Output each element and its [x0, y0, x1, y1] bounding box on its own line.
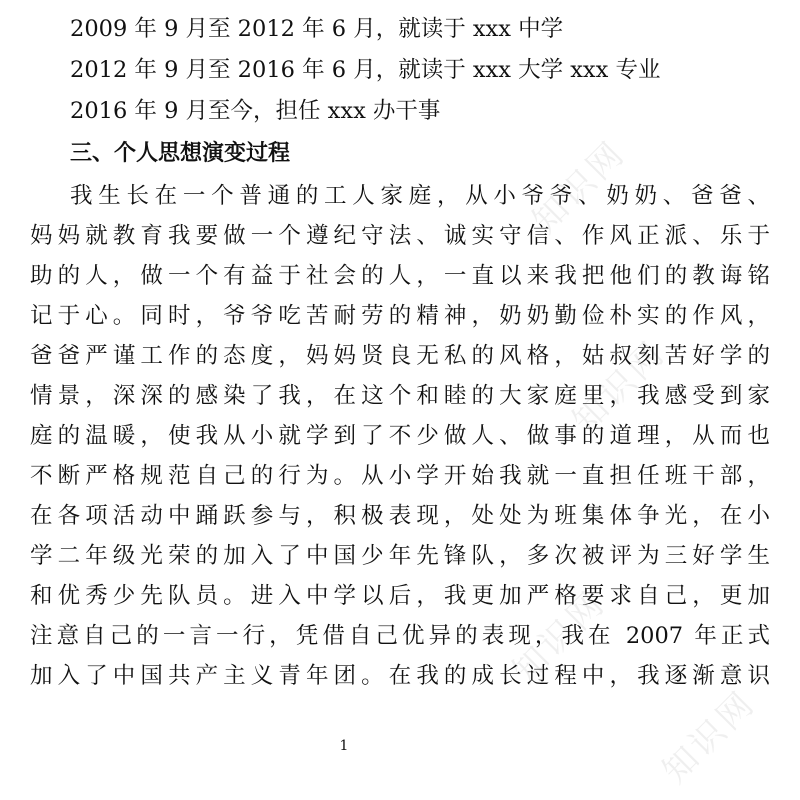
paragraph-line: 助的人，做一个有益于社会的人，一直以来我把他们的教诲铭	[30, 263, 770, 289]
paragraph-line: 我生长在一个普通的工人家庭，从小爷爷、奶奶、爸爸、	[70, 183, 770, 209]
watermark: 知识网	[655, 682, 764, 792]
watermark: 知识网	[505, 582, 614, 692]
paragraph-line: 情景，深深的感染了我，在这个和睦的大家庭里，我感受到家	[30, 383, 770, 409]
paragraph-line: 注意自己的一言一行，凭借自己优异的表现，我在 2007 年正式	[30, 623, 770, 649]
page-number: 1	[339, 738, 349, 754]
section-heading: 三、个人思想演变过程	[70, 141, 291, 166]
education-line-2: 2012 年 9 月至 2016 年 6 月，就读于 xxx 大学 xxx 专业	[70, 57, 661, 83]
paragraph-line: 妈妈就教育我要做一个遵纪守法、诚实守信、作风正派、乐于	[30, 223, 770, 249]
paragraph-line: 学二年级光荣的加入了中国少年先锋队，多次被评为三好学生	[30, 543, 770, 569]
work-line: 2016 年 9 月至今，担任 xxx 办干事	[70, 98, 441, 124]
paragraph-line: 和优秀少先队员。进入中学以后，我更加严格要求自己，更加	[30, 583, 770, 609]
paragraph-line: 爸爸严谨工作的态度，妈妈贤良无私的风格，姑叔刻苦好学的	[30, 343, 770, 369]
paragraph-line: 庭的温暖，使我从小就学到了不少做人、做事的道理，从而也	[30, 423, 770, 449]
paragraph-line: 在各项活动中踊跃参与，积极表现，处处为班集体争光，在小	[30, 503, 770, 529]
watermark: 知识网	[565, 332, 674, 442]
paragraph-line: 不断严格规范自己的行为。从小学开始我就一直担任班干部，	[30, 463, 770, 489]
paragraph-line: 记于心。同时，爷爷吃苦耐劳的精神，奶奶勤俭朴实的作风，	[30, 303, 770, 329]
paragraph-line: 加入了中国共产主义青年团。在我的成长过程中，我逐渐意识	[30, 663, 770, 689]
watermark: 知识网	[525, 132, 634, 242]
education-line-1: 2009 年 9 月至 2012 年 6 月，就读于 xxx 中学	[70, 16, 564, 42]
